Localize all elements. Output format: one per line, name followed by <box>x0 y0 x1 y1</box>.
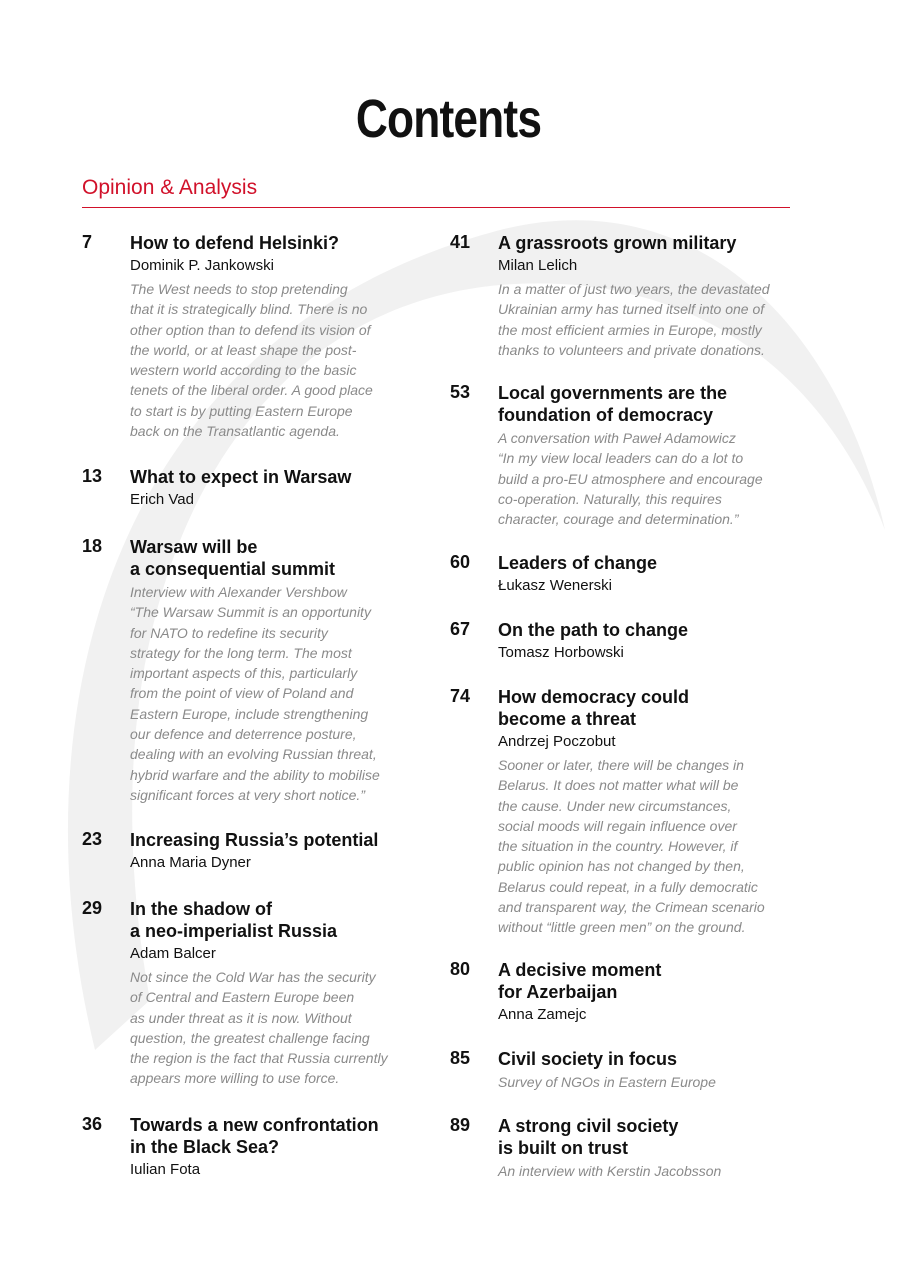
article-summary: An interview with Kerstin Jacobsson <box>498 1163 722 1179</box>
section-heading: Opinion & Analysis <box>82 176 258 199</box>
toc-entry[interactable] <box>82 898 430 1089</box>
article-title[interactable]: A grassroots grown military <box>498 233 737 253</box>
article-title[interactable]: Local governments are the foundation of democracy <box>498 383 728 425</box>
page-number: 7 <box>82 232 93 252</box>
toc-entry[interactable] <box>82 829 430 873</box>
toc-entry[interactable] <box>450 619 808 663</box>
page-number: 60 <box>450 552 471 572</box>
toc-entry[interactable] <box>450 1048 808 1092</box>
article-summary: Sooner or later, there will be changes in Belarus. It does not matter what will be the cause. Under new circumstances, social moods will regain influence over the situation in the country. However, if public opinion has not changed by then, Belarus could repeat, in a fully democratic and transparent way, the Crimean scenario without “little green men” on the ground. <box>498 757 765 936</box>
article-title[interactable]: A decisive moment for Azerbaijan <box>498 960 662 1002</box>
toc-entry[interactable] <box>82 536 430 805</box>
page-number: 18 <box>82 536 103 556</box>
article-author: Dominik P. Jankowski <box>130 257 274 274</box>
article-author: Andrzej Poczobut <box>498 733 616 750</box>
article-title[interactable]: In the shadow of a neo-imperialist Russia <box>130 899 338 941</box>
page-number: 13 <box>82 466 103 486</box>
article-author: Iulian Fota <box>130 1161 201 1178</box>
article-author: Erich Vad <box>130 491 194 508</box>
toc-entry[interactable] <box>82 466 430 510</box>
page-title: Contents <box>355 89 542 149</box>
article-title[interactable]: A strong civil society is built on trust <box>498 1116 679 1158</box>
section-divider <box>82 207 790 208</box>
page-number: 67 <box>450 619 471 639</box>
article-author: Tomasz Horbowski <box>498 644 624 661</box>
article-title[interactable]: What to expect in Warsaw <box>130 467 352 487</box>
article-summary: Survey of NGOs in Eastern Europe <box>498 1074 716 1090</box>
article-title[interactable]: On the path to change <box>498 620 689 640</box>
page-number: 89 <box>450 1115 471 1135</box>
article-title[interactable]: Increasing Russia’s potential <box>130 830 379 850</box>
page-number: 85 <box>450 1048 471 1068</box>
page-number: 74 <box>450 686 471 706</box>
article-summary: Interview with Alexander Vershbow “The Warsaw Summit is an opportunity for NATO to redefine its security strategy for the long term. The most important aspects of this, particularly from the point of view of Poland and Eastern Europe, include strengthening our defence and deterrence posture, dealing with an evolving Russian threat, hybrid warfare and the ability to mobilise significant forces at very short notice.” <box>130 584 380 803</box>
page-number: 23 <box>82 829 103 849</box>
page-number: 53 <box>450 382 471 402</box>
article-summary: The West needs to stop pretending that it is strategically blind. There is no other option than to defend its vision of the world, or at least shape the post- western world according to the basic tenets of the liberal order. A good place to start is by putting Eastern Europe back on the Transatlantic agenda. <box>130 281 373 440</box>
toc-entry[interactable] <box>450 686 808 938</box>
article-author: Anna Zamejc <box>498 1006 587 1023</box>
page-number: 80 <box>450 959 471 979</box>
article-summary: In a matter of just two years, the devastated Ukrainian army has turned itself into one of the most efficient armies in Europe, mostly thanks to volunteers and private donations. <box>498 281 770 358</box>
toc-entry[interactable] <box>450 232 808 360</box>
article-author: Anna Maria Dyner <box>130 854 251 871</box>
article-author: Łukasz Wenerski <box>498 577 612 594</box>
toc-entry[interactable] <box>450 382 808 529</box>
article-summary: Not since the Cold War has the security of Central and Eastern Europe been as under threat as it is now. Without question, the greatest challenge facing the region is the fact that Russia currently appears more willing to use force. <box>130 969 388 1087</box>
toc-entry[interactable] <box>82 232 430 441</box>
toc-entry[interactable] <box>82 1114 430 1180</box>
toc-entry[interactable] <box>450 959 808 1025</box>
article-title[interactable]: Towards a new confrontation in the Black Sea? <box>130 1115 379 1157</box>
article-title[interactable]: How democracy could become a threat <box>498 687 690 729</box>
article-author: Adam Balcer <box>130 945 216 962</box>
article-author: Milan Lelich <box>498 257 578 274</box>
article-title[interactable]: Civil society in focus <box>498 1049 678 1069</box>
page-number: 41 <box>450 232 471 252</box>
article-title[interactable]: Leaders of change <box>498 553 658 573</box>
page-number: 36 <box>82 1114 103 1134</box>
toc-entry[interactable] <box>450 552 808 596</box>
article-summary: A conversation with Paweł Adamowicz “In my view local leaders can do a lot to build a pro-EU atmosphere and encourage co-operation. Naturally, this requires character, courage and determination.” <box>498 430 763 528</box>
article-title[interactable]: Warsaw will be a consequential summit <box>130 537 336 579</box>
toc-entry[interactable] <box>450 1115 808 1181</box>
page-number: 29 <box>82 898 103 918</box>
article-title[interactable]: How to defend Helsinki? <box>130 233 340 253</box>
